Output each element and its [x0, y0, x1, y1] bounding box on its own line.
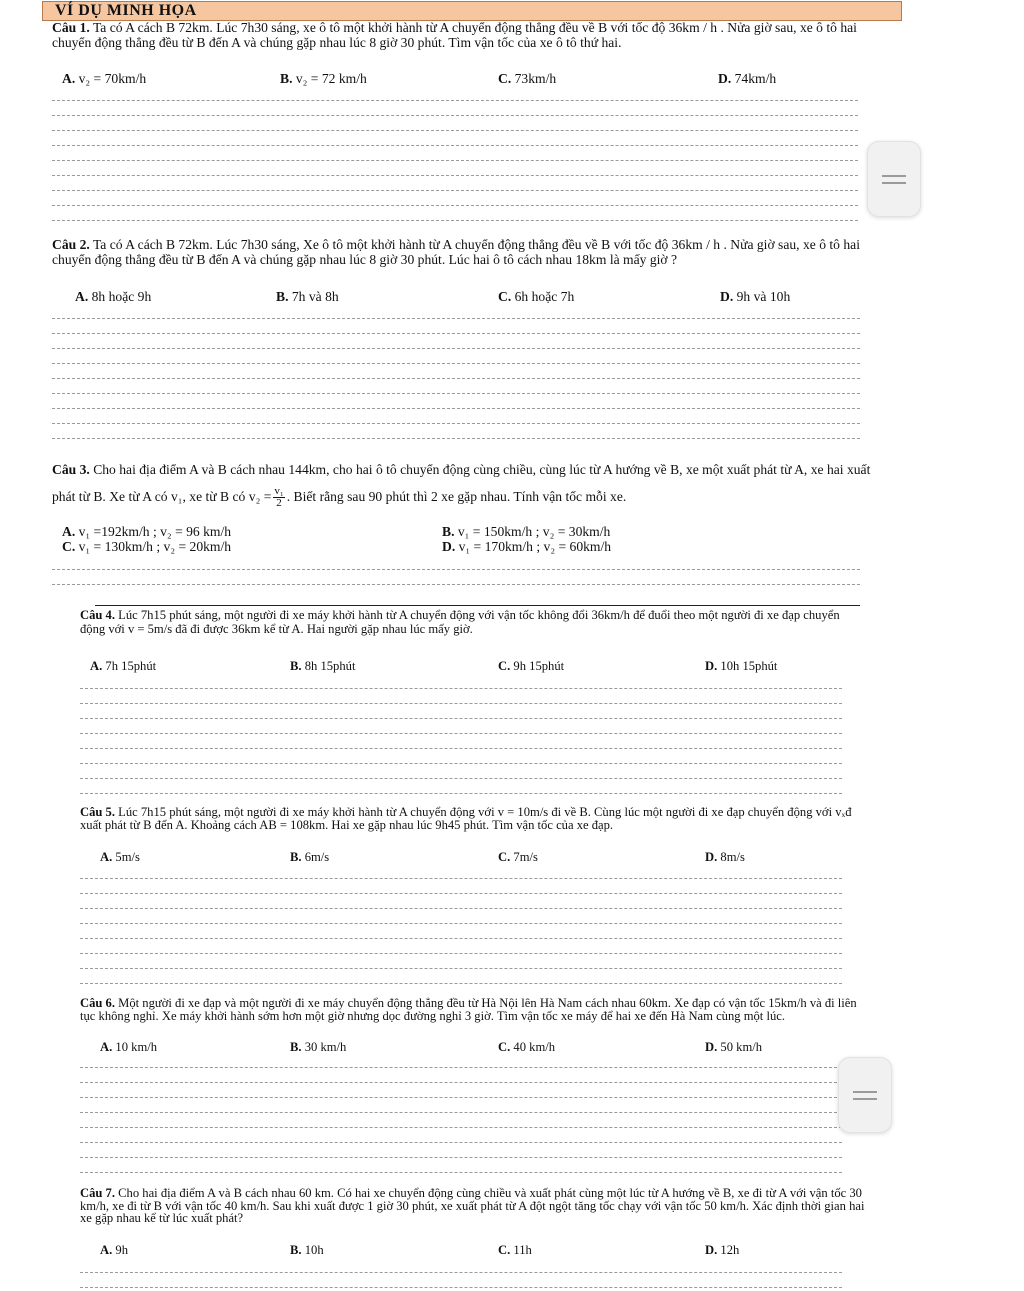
question-number: Câu 1. [52, 20, 90, 35]
option-text: v₁ =192km/h ; v₂ = 96 km/h [78, 524, 232, 539]
option-text: 10 km/h [115, 1040, 158, 1054]
option-text: 50 km/h [720, 1040, 763, 1054]
option-letter: D. [720, 289, 734, 304]
option-b[interactable] [290, 850, 329, 865]
option-letter: B. [290, 659, 302, 673]
fraction [273, 486, 284, 509]
question-6 [80, 997, 865, 1023]
option-letter: A. [90, 659, 103, 673]
option-text: 9h và 10h [736, 289, 791, 304]
question-number: Câu 5. [80, 805, 115, 819]
option-b[interactable] [290, 659, 355, 674]
section-header [42, 1, 902, 21]
answer-lines[interactable] [80, 1053, 842, 1173]
option-d[interactable] [705, 850, 745, 865]
option-d[interactable] [705, 659, 777, 674]
option-text: 7h 15phút [105, 659, 157, 673]
option-c[interactable] [498, 850, 538, 865]
option-letter: A. [100, 1040, 113, 1054]
answer-lines[interactable] [80, 864, 842, 984]
option-text: 5m/s [115, 850, 140, 864]
option-text: 10h [304, 1243, 324, 1257]
option-text: v₁ = 130km/h ; v₂ = 20km/h [78, 539, 232, 554]
option-letter: D. [705, 1243, 718, 1257]
option-a[interactable] [62, 71, 146, 87]
answer-lines[interactable] [52, 86, 858, 221]
option-letter: D. [442, 539, 456, 554]
option-letter: B. [290, 1040, 302, 1054]
question-2 [52, 237, 888, 267]
option-text: 8m/s [720, 850, 745, 864]
formula-lhs: v₂ = [248, 489, 272, 504]
option-text: 8h 15phút [304, 659, 356, 673]
option-c[interactable] [498, 659, 564, 674]
option-letter: A. [100, 850, 113, 864]
scroll-handle-icon[interactable] [838, 1057, 892, 1133]
answer-lines[interactable] [52, 555, 860, 585]
option-letter: A. [62, 524, 76, 539]
option-text: 30 km/h [304, 1040, 347, 1054]
option-letter: B. [290, 1243, 302, 1257]
option-letter: C. [498, 850, 511, 864]
question-number: Câu 3. [52, 462, 90, 477]
question-text: Cho hai địa điểm A và B cách nhau 60 km. Có hai xe chuyển động cùng chiều và xuất phát cùng một lúc từ A hướng về B, xe đi từ A với vận tốc 30 km/h, xe đi từ B với vận tốc 40 km/h. Sau khi xuất được 1 giờ 30 phút, xe xuất phát từ A đột ngột tăng tốc chạy với vận tốc 50 km/h. Xác định thời gian hai xe gặp nhau kể từ lúc xuất phát? [80, 1186, 865, 1225]
option-text: 8h hoặc 9h [91, 289, 152, 304]
option-c[interactable] [498, 71, 556, 87]
option-letter: C. [498, 289, 512, 304]
question-1 [52, 20, 888, 50]
option-letter: B. [442, 524, 455, 539]
option-letter: A. [100, 1243, 113, 1257]
option-text: v₂ = 72 km/h [295, 71, 367, 86]
option-letter: D. [705, 850, 718, 864]
option-letter: A. [62, 71, 76, 86]
option-text: 6h hoặc 7h [514, 289, 575, 304]
option-d[interactable] [718, 71, 776, 87]
option-b[interactable] [442, 524, 610, 540]
question-3 [52, 456, 892, 510]
option-b[interactable] [276, 289, 339, 305]
option-text: 40 km/h [513, 1040, 556, 1054]
question-7 [80, 1187, 865, 1225]
option-letter: B. [290, 850, 302, 864]
answer-lines[interactable] [80, 674, 842, 794]
option-letter: D. [705, 1040, 718, 1054]
divider [95, 605, 860, 606]
option-c[interactable] [498, 1243, 532, 1258]
question-number: Câu 2. [52, 237, 90, 252]
question-5 [80, 806, 865, 832]
option-letter: D. [718, 71, 732, 86]
option-a[interactable] [100, 1243, 128, 1258]
question-text: Ta có A cách B 72km. Lúc 7h30 sáng, Xe ô tô một khởi hành từ A chuyển động thẳng đều về B với tốc độ 36km / h . Nửa giờ sau, xe ô tô hai chuyển động thẳng đều từ B đến A và chúng gặp nhau lúc 8 giờ 30 phút. Lúc hai ô tô cách nhau 18km là mấy giờ ? [52, 237, 860, 267]
option-text: 12h [720, 1243, 740, 1257]
option-b[interactable] [290, 1243, 324, 1258]
option-a[interactable] [75, 289, 151, 305]
question-4 [80, 608, 865, 636]
option-text: 6m/s [304, 850, 330, 864]
option-d[interactable] [442, 539, 611, 555]
option-text: v₂ = 70km/h [78, 71, 147, 86]
scroll-handle-icon[interactable] [867, 141, 921, 217]
question-text: Lúc 7h15 phút sáng, một người đi xe máy khởi hành từ A chuyển động với v = 10m/s đi về B. Cùng lúc một người đi xe đạp chuyển động với vₓđ xuất phát từ B đến A. Khoảng cách AB = 108km. Hai xe gặp nhau lúc 9h45 phút. Tìm vận tốc của xe đạp. [80, 805, 852, 832]
option-text: 74km/h [734, 71, 777, 86]
option-letter: C. [498, 1243, 511, 1257]
option-text: 7h và 8h [291, 289, 339, 304]
option-text: 10h 15phút [720, 659, 778, 673]
question-text: Một người đi xe đạp và một người đi xe máy chuyển động thẳng đều từ Hà Nội lên Hà Nam cách nhau 60km. Xe đạp có vận tốc 15km/h và đi liên tục không nghỉ. Xe máy khởi hành sớm hơn một giờ nhưng dọc đường nghỉ 3 giờ. Tìm vận tốc xe máy để hai xe đến Hà Nam cùng một lúc. [80, 996, 857, 1023]
option-text: 7m/s [513, 850, 538, 864]
section-title: VÍ DỤ MINH HỌA [55, 2, 197, 19]
question-number: Câu 7. [80, 1186, 115, 1200]
option-letter: A. [75, 289, 89, 304]
option-c[interactable] [62, 539, 231, 555]
option-b[interactable] [280, 71, 367, 87]
option-d[interactable] [705, 1243, 739, 1258]
option-letter: C. [62, 539, 76, 554]
question-number: Câu 6. [80, 996, 115, 1010]
option-text: v₁ = 150km/h ; v₂ = 30km/h [457, 524, 611, 539]
question-text: Lúc 7h15 phút sáng, một người đi xe máy khởi hành từ A chuyển động với vận tốc không đổi 36km/h để đuổi theo một người đi xe đạp chuyển động với v = 5m/s đã đi được 36km kể từ A. Hai người gặp nhau lúc mấy giờ. [80, 608, 840, 636]
option-text: 9h [115, 1243, 128, 1257]
question-text-end: . Biết rằng sau 90 phút thì 2 xe gặp nhau. Tính vận tốc mỗi xe. [286, 489, 627, 504]
option-text: 11h [513, 1243, 532, 1257]
option-a[interactable] [90, 659, 156, 674]
option-d[interactable] [720, 289, 790, 305]
option-letter: C. [498, 1040, 511, 1054]
option-text: v₁ = 170km/h ; v₂ = 60km/h [458, 539, 612, 554]
option-letter: D. [705, 659, 718, 673]
answer-lines[interactable] [52, 304, 860, 439]
option-a[interactable] [100, 850, 140, 865]
question-text: Cho hai địa điểm A và B cách nhau 144km, cho hai ô tô chuyển động cùng chiều, cùng lúc từ A hướng về B, xe một xuất phát từ A, xe hai xuất phát từ B. Xe từ A có v₁, xe từ B có [52, 462, 871, 504]
option-a[interactable] [62, 524, 231, 540]
option-letter: B. [276, 289, 289, 304]
option-c[interactable] [498, 289, 574, 305]
question-text: Ta có A cách B 72km. Lúc 7h30 sáng, xe ô tô một khởi hành từ A chuyển động thẳng đều về B với tốc độ 36km / h . Nửa giờ sau, xe ô tô hai chuyển động thẳng đều từ B đến A và chúng gặp nhau lúc 8 giờ 30 phút. Tìm vận tốc của xe ô tô thứ hai. [52, 20, 857, 50]
fraction-numerator: v₁ [274, 485, 284, 498]
option-letter: B. [280, 71, 293, 86]
option-letter: C. [498, 71, 512, 86]
fraction-denominator: 2 [276, 497, 282, 510]
option-text: 9h 15phút [513, 659, 565, 673]
option-letter: C. [498, 659, 511, 673]
option-text: 73km/h [514, 71, 557, 86]
answer-lines[interactable] [80, 1258, 842, 1288]
question-number: Câu 4. [80, 608, 115, 622]
